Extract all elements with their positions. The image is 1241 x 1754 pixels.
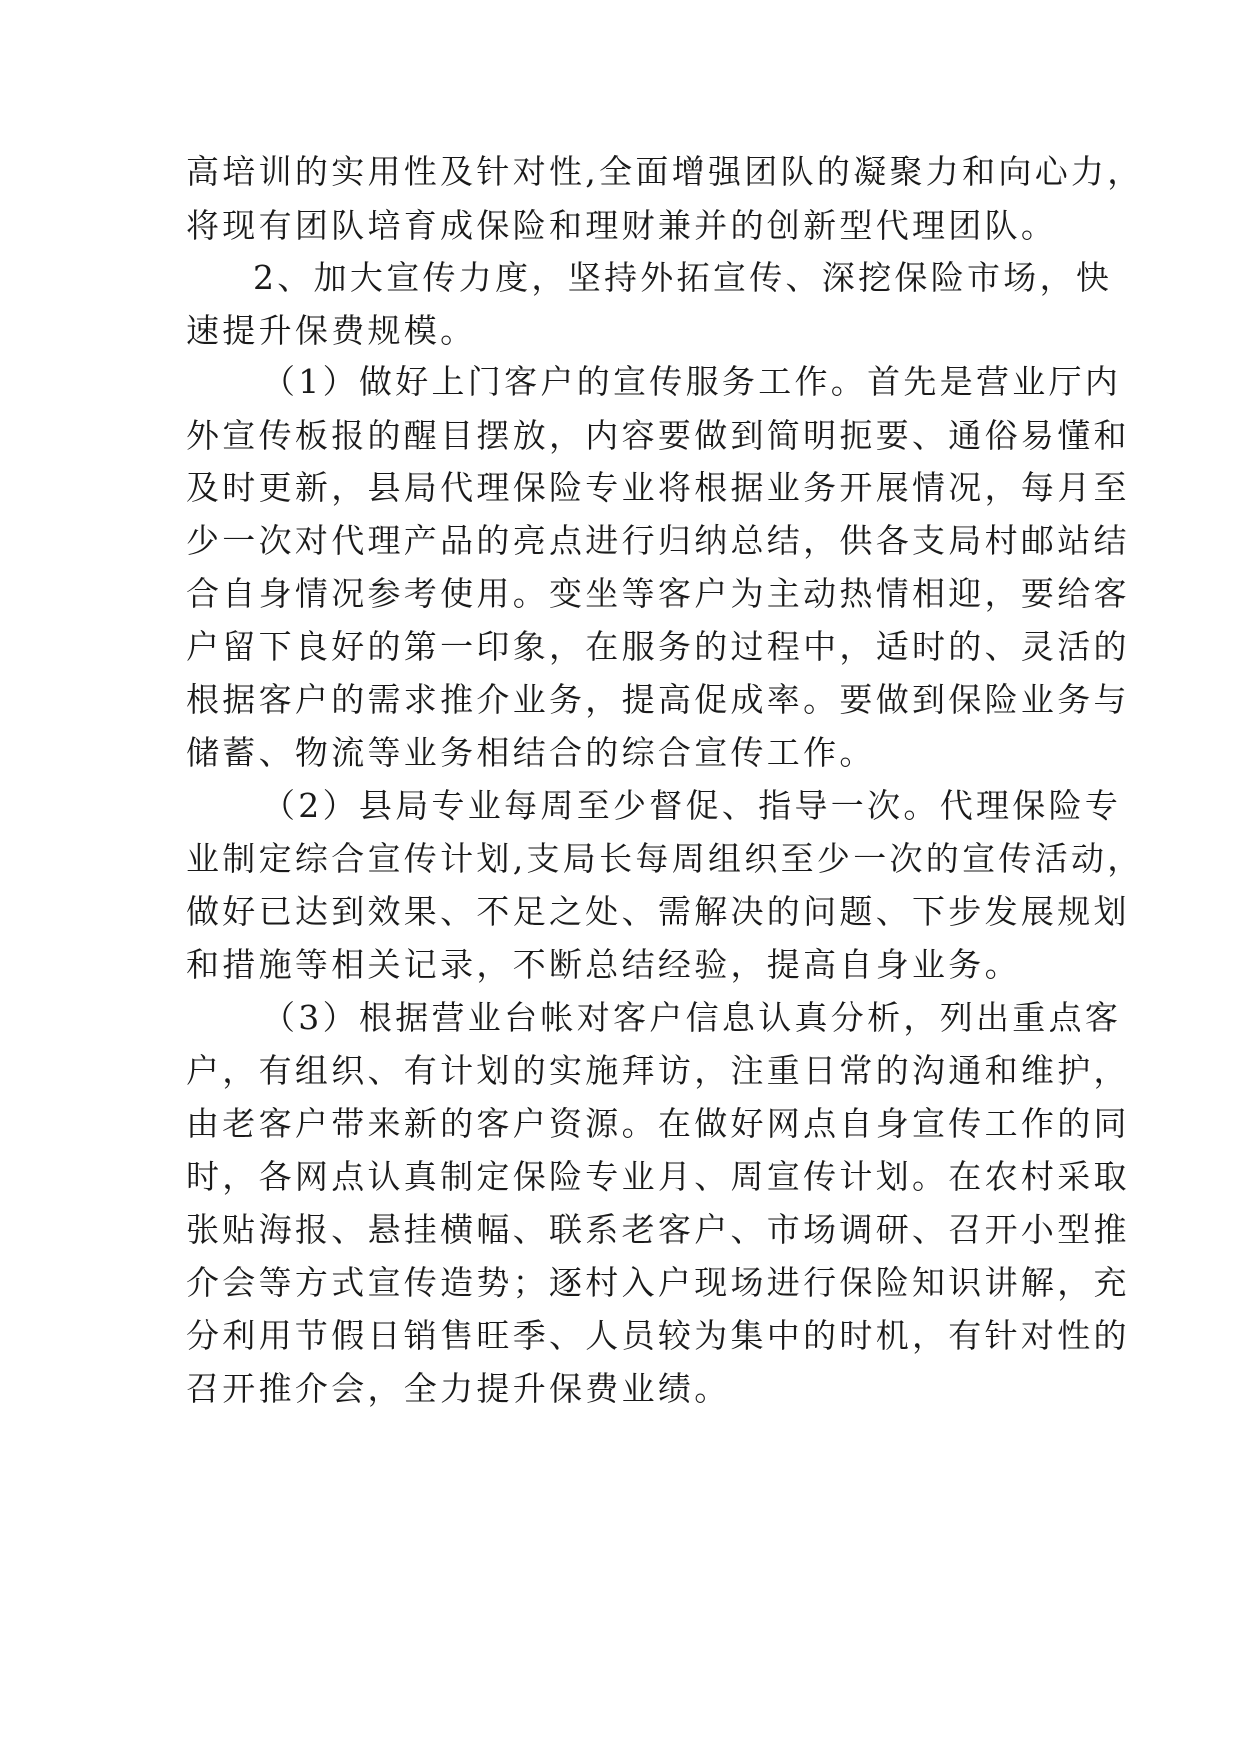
text-line-2: 将现有团队培育成保险和理财兼并的创新型代理团队。 [186, 206, 1058, 245]
text-line-4: 速提升保费规模。 [186, 311, 477, 350]
text-line-1: 高培训的实用性及针对性,全面增强团队的凝聚力和向心力， [186, 152, 1144, 191]
text-line-6: 外宣传板报的醒目摆放，内容要做到简明扼要、通俗易懂和 [186, 416, 1130, 455]
text-line-11: 根据客户的需求推介业务，提高促成率。要做到保险业务与 [186, 680, 1130, 719]
text-line-16: 和措施等相关记录，不断总结经验，提高自身业务。 [186, 945, 1021, 984]
section-heading-2: 2、加大宣传力度，坚持外拓宣传、深挖保险市场，快 [253, 258, 1113, 297]
text-line-22: 介会等方式宣传造势；逐村入户现场进行保险知识讲解，充 [186, 1263, 1130, 1302]
text-line-8: 少一次对代理产品的亮点进行归纳总结，供各支局村邮站结 [186, 521, 1130, 560]
text-line-23: 分利用节假日销售旺季、人员较为集中的时机，有针对性的 [186, 1316, 1130, 1355]
text-line-24: 召开推介会，全力提升保费业绩。 [186, 1369, 731, 1408]
text-line-18: 户，有组织、有计划的实施拜访，注重日常的沟通和维护， [186, 1051, 1130, 1090]
subsection-heading-1: （1）做好上门客户的宣传服务工作。首先是营业厅内 [262, 362, 1122, 401]
subsection-heading-2: （2）县局专业每周至少督促、指导一次。代理保险专 [262, 786, 1122, 825]
text-line-14: 业制定综合宣传计划,支局长每周组织至少一次的宣传活动， [186, 839, 1144, 878]
text-line-10: 户留下良好的第一印象，在服务的过程中，适时的、灵活的 [186, 627, 1130, 666]
text-line-7: 及时更新，县局代理保险专业将根据业务开展情况，每月至 [186, 468, 1130, 507]
subsection-heading-3: （3）根据营业台帐对客户信息认真分析，列出重点客 [262, 998, 1122, 1037]
text-line-9: 合自身情况参考使用。变坐等客户为主动热情相迎，要给客 [186, 574, 1130, 613]
text-line-15: 做好已达到效果、不足之处、需解决的问题、下步发展规划 [186, 892, 1130, 931]
text-line-21: 张贴海报、悬挂横幅、联系老客户、市场调研、召开小型推 [186, 1210, 1130, 1249]
text-line-20: 时，各网点认真制定保险专业月、周宣传计划。在农村采取 [186, 1157, 1130, 1196]
text-line-12: 储蓄、物流等业务相结合的综合宣传工作。 [186, 733, 876, 772]
text-line-19: 由老客户带来新的客户资源。在做好网点自身宣传工作的同 [186, 1104, 1130, 1143]
